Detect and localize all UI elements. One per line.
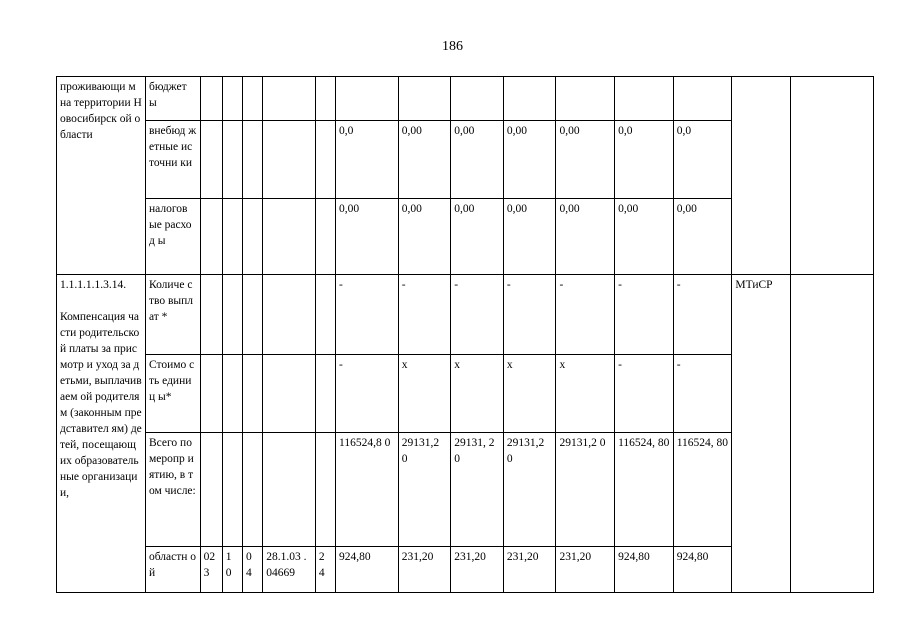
value-cell <box>315 199 335 275</box>
value-cell: х <box>451 355 504 433</box>
value-cell <box>263 121 316 199</box>
value-cell: 29131, 20 <box>451 433 504 547</box>
table-row <box>57 275 874 355</box>
value-cell: - <box>503 275 556 355</box>
value-cell: - <box>673 355 732 433</box>
value-cell <box>200 433 222 547</box>
value-cell <box>336 77 399 121</box>
value-cell: 0,00 <box>673 199 732 275</box>
value-cell: 1 0 <box>222 547 242 593</box>
value-cell: 0,0 <box>336 121 399 199</box>
value-cell <box>243 77 263 121</box>
value-cell: - <box>336 275 399 355</box>
value-cell: 231,20 <box>503 547 556 593</box>
value-cell: 231,20 <box>398 547 451 593</box>
value-cell <box>263 355 316 433</box>
executor-cell: МТиСР <box>732 275 791 593</box>
funding-source-cell: областн ой <box>145 547 200 593</box>
value-cell: - <box>556 275 615 355</box>
extra-cell <box>791 77 874 275</box>
value-cell: 924,80 <box>673 547 732 593</box>
value-cell: 0,0 <box>673 121 732 199</box>
value-cell: - <box>336 355 399 433</box>
value-cell: 2 4 <box>315 547 335 593</box>
program-table <box>56 76 874 593</box>
executor-cell <box>732 77 791 275</box>
value-cell: - <box>673 275 732 355</box>
value-cell <box>243 121 263 199</box>
value-cell <box>451 77 504 121</box>
value-cell <box>398 77 451 121</box>
value-cell: 29131,2 0 <box>503 433 556 547</box>
value-cell: 29131,2 0 <box>398 433 451 547</box>
value-cell: 924,80 <box>336 547 399 593</box>
value-cell: 0,00 <box>503 199 556 275</box>
value-cell <box>263 199 316 275</box>
value-cell: - <box>615 275 674 355</box>
value-cell <box>263 77 316 121</box>
page-number: 186 <box>442 39 463 54</box>
value-cell <box>222 355 242 433</box>
value-cell <box>615 77 674 121</box>
value-cell: - <box>451 275 504 355</box>
value-cell: 0,0 <box>615 121 674 199</box>
value-cell: 231,20 <box>451 547 504 593</box>
value-cell: 924,80 <box>615 547 674 593</box>
activity-name-cell: проживающи м на территории Новосибирск ой области <box>57 77 146 275</box>
value-cell <box>222 121 242 199</box>
value-cell <box>315 433 335 547</box>
value-cell: 29131,2 0 <box>556 433 615 547</box>
funding-source-cell: внебюд жетные источни ки <box>145 121 200 199</box>
value-cell: 116524,8 0 <box>336 433 399 547</box>
value-cell: 0,00 <box>336 199 399 275</box>
funding-source-cell: Количе ство выплат * <box>145 275 200 355</box>
value-cell <box>200 275 222 355</box>
value-cell <box>222 275 242 355</box>
value-cell <box>556 77 615 121</box>
value-cell: - <box>398 275 451 355</box>
activity-name-cell: 1.1.1.1.1.3.14. Компенсация части родительской платы за присмотр и уход за детьми, выплачиваем ой родителям (законным представител ям) детей, посещающих образователь ные организации, <box>57 275 146 593</box>
value-cell: 28.1.03 .04669 <box>263 547 316 593</box>
value-cell: х <box>556 355 615 433</box>
value-cell: 116524, 80 <box>673 433 732 547</box>
value-cell: 0,00 <box>556 199 615 275</box>
value-cell <box>503 77 556 121</box>
value-cell <box>200 77 222 121</box>
value-cell <box>222 199 242 275</box>
table-row <box>57 77 874 121</box>
value-cell <box>243 355 263 433</box>
value-cell: 0,00 <box>451 199 504 275</box>
value-cell: 02 3 <box>200 547 222 593</box>
value-cell: 0,00 <box>503 121 556 199</box>
value-cell <box>673 77 732 121</box>
value-cell: 0,00 <box>615 199 674 275</box>
funding-source-cell: Стоимо сть единиц ы* <box>145 355 200 433</box>
value-cell: - <box>615 355 674 433</box>
value-cell <box>200 199 222 275</box>
value-cell <box>315 121 335 199</box>
value-cell <box>243 275 263 355</box>
value-cell <box>263 433 316 547</box>
value-cell <box>200 355 222 433</box>
value-cell <box>315 77 335 121</box>
value-cell: 0,00 <box>556 121 615 199</box>
value-cell <box>222 77 242 121</box>
value-cell <box>315 355 335 433</box>
value-cell: 0 4 <box>243 547 263 593</box>
value-cell: 0,00 <box>398 199 451 275</box>
value-cell: х <box>503 355 556 433</box>
extra-cell <box>791 275 874 593</box>
value-cell: 231,20 <box>556 547 615 593</box>
value-cell <box>263 275 316 355</box>
funding-source-cell: Всего по меропр иятию, в том числе: <box>145 433 200 547</box>
value-cell <box>200 121 222 199</box>
value-cell: 0,00 <box>398 121 451 199</box>
value-cell: 116524, 80 <box>615 433 674 547</box>
value-cell <box>243 199 263 275</box>
value-cell: 0,00 <box>451 121 504 199</box>
funding-source-cell: бюджет ы <box>145 77 200 121</box>
value-cell <box>243 433 263 547</box>
value-cell: х <box>398 355 451 433</box>
value-cell <box>222 433 242 547</box>
funding-source-cell: налогов ые расход ы <box>145 199 200 275</box>
value-cell <box>315 275 335 355</box>
